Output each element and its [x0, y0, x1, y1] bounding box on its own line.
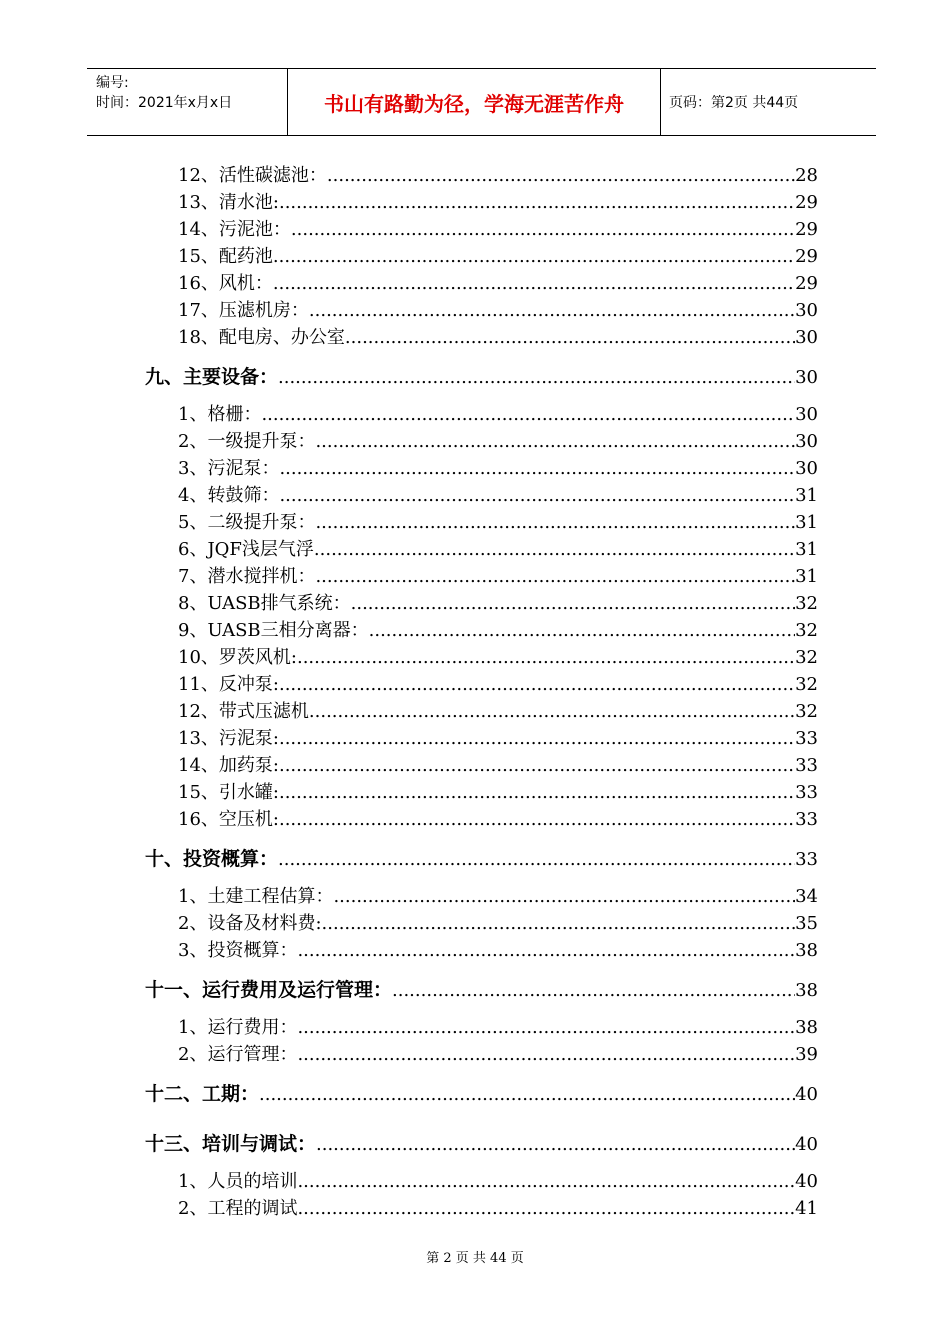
toc-entry-page: 29 — [795, 273, 818, 294]
toc-entry[interactable] — [178, 323, 818, 349]
toc-entry-page: 31 — [795, 485, 818, 506]
toc-entry-title: 13、污泥泵: — [178, 728, 279, 749]
toc-section[interactable] — [145, 844, 818, 871]
toc-entry[interactable] — [178, 1194, 818, 1220]
toc-entry-title: 6、JQF浅层气浮 — [178, 539, 314, 560]
toc-entry-page: 34 — [795, 886, 818, 907]
toc-entry[interactable] — [178, 242, 818, 268]
toc-entry[interactable] — [178, 1167, 818, 1193]
toc-leader — [309, 300, 795, 321]
toc-entry-page: 31 — [795, 512, 818, 533]
toc-entry-page: 32 — [795, 647, 818, 668]
toc-leader — [278, 367, 795, 388]
toc-leader — [279, 192, 795, 213]
toc-leader — [297, 1044, 795, 1065]
toc-entry-page: 33 — [795, 755, 818, 776]
toc-entry[interactable] — [178, 400, 818, 426]
toc-entry-title: 16、空压机: — [178, 809, 279, 830]
toc-entry-page: 29 — [795, 192, 818, 213]
toc-section-title: 十一、运行费用及运行管理： — [145, 979, 393, 1001]
toc-entry-page: 29 — [795, 246, 818, 267]
toc-section-page: 38 — [795, 980, 818, 1001]
toc-entry-page: 39 — [795, 1044, 818, 1065]
page-header — [87, 68, 876, 136]
toc-leader — [279, 782, 795, 803]
toc-leader — [369, 620, 795, 641]
toc-leader — [273, 273, 795, 294]
toc-entry[interactable] — [178, 1040, 818, 1066]
toc-entry-page: 32 — [795, 593, 818, 614]
toc-entry-title: 7、潜水搅拌机： — [178, 566, 316, 587]
toc-entry-title: 9、UASB三相分离器： — [178, 620, 369, 641]
toc-entry[interactable] — [178, 724, 818, 750]
toc-entry-title: 18、配电房、办公室 — [178, 327, 345, 348]
toc-entry-title: 1、运行费用： — [178, 1017, 298, 1038]
toc-leader — [279, 674, 795, 695]
toc-entry[interactable] — [178, 535, 818, 561]
toc-section-title: 十、投资概算： — [145, 848, 279, 870]
toc-leader — [314, 539, 795, 560]
toc-leader — [291, 219, 795, 240]
toc-entry-page: 38 — [795, 1017, 818, 1038]
toc-entry-page: 40 — [795, 1171, 818, 1192]
toc-entry-title: 1、人员的培训 — [178, 1171, 298, 1192]
toc-entry[interactable] — [178, 1013, 818, 1039]
toc-leader — [273, 246, 795, 267]
toc-entry[interactable] — [178, 269, 818, 295]
toc-section[interactable] — [145, 975, 818, 1002]
toc-entry-page: 32 — [795, 701, 818, 722]
toc-entry-title: 5、二级提升泵： — [178, 512, 316, 533]
header-page-info: 页码：第2页 共44页 — [669, 95, 799, 111]
toc-entry-title: 3、污泥泵： — [178, 458, 280, 479]
page-footer: 第 2 页 共 44 页 — [426, 1251, 524, 1266]
toc-entry[interactable] — [178, 296, 818, 322]
toc-entry-title: 2、一级提升泵： — [178, 431, 316, 452]
toc-leader — [309, 701, 795, 722]
toc-leader — [279, 728, 795, 749]
toc-entry-page: 30 — [795, 327, 818, 348]
header-number-label: 编号: — [96, 75, 129, 91]
toc-entry[interactable] — [178, 481, 818, 507]
toc-leader — [315, 512, 795, 533]
toc-entry[interactable] — [178, 188, 818, 214]
toc-entry-page: 31 — [795, 539, 818, 560]
toc-leader — [315, 431, 795, 452]
toc-entry[interactable] — [178, 589, 818, 615]
toc-entry-title: 14、污泥池： — [178, 219, 291, 240]
toc-section-page: 30 — [795, 367, 818, 388]
toc-leader — [259, 1084, 795, 1105]
header-motto: 书山有路勤为径，学海无涯苦作舟 — [287, 69, 661, 135]
toc-entry-page: 30 — [795, 458, 818, 479]
toc-section-page: 40 — [795, 1084, 818, 1105]
toc-leader — [297, 1171, 795, 1192]
toc-entry-page: 31 — [795, 566, 818, 587]
toc-entry-title: 17、压滤机房： — [178, 300, 309, 321]
toc-section[interactable] — [145, 1079, 818, 1106]
toc-entry-title: 2、运行管理： — [178, 1044, 298, 1065]
toc-leader — [392, 980, 795, 1001]
toc-leader — [333, 886, 795, 907]
toc-leader — [345, 327, 795, 348]
toc-entry-title: 11、反冲泵: — [178, 674, 279, 695]
toc-entry-title: 16、风机： — [178, 273, 273, 294]
toc-entry-title: 13、清水池: — [178, 192, 279, 213]
toc-leader — [261, 404, 795, 425]
toc-entry-title: 15、配药池 — [178, 246, 273, 267]
toc-entry-page: 41 — [795, 1198, 818, 1219]
toc-entry-title: 4、转鼓筛： — [178, 485, 280, 506]
toc-section-title: 十三、培训与调试： — [145, 1133, 317, 1155]
toc-leader — [351, 593, 795, 614]
toc-leader — [279, 809, 795, 830]
toc-leader — [279, 755, 795, 776]
toc-leader — [297, 940, 795, 961]
toc-entry-title: 12、活性碳滤池： — [178, 165, 327, 186]
toc-leader — [279, 485, 795, 506]
toc-leader — [278, 849, 795, 870]
toc-entry-page: 35 — [795, 913, 818, 934]
toc-entry[interactable] — [178, 562, 818, 588]
toc-entry[interactable] — [178, 805, 818, 831]
toc-entry-title: 3、投资概算： — [178, 940, 298, 961]
toc-entry-title: 12、带式压滤机 — [178, 701, 309, 722]
toc-leader — [315, 566, 795, 587]
toc-entry-page: 29 — [795, 219, 818, 240]
toc-entry-page: 33 — [795, 728, 818, 749]
toc-section[interactable] — [145, 362, 818, 389]
toc-entry-page: 38 — [795, 940, 818, 961]
toc-entry-title: 8、UASB排气系统： — [178, 593, 351, 614]
toc-entry[interactable] — [178, 751, 818, 777]
toc-entry-title: 2、工程的调试 — [178, 1198, 298, 1219]
toc-entry[interactable] — [178, 454, 818, 480]
toc-entry-page: 33 — [795, 809, 818, 830]
toc-entry[interactable] — [178, 882, 818, 908]
toc-entry-page: 32 — [795, 674, 818, 695]
toc-entry-title: 10、罗茨风机: — [178, 647, 297, 668]
toc-entry-page: 30 — [795, 404, 818, 425]
header-meta — [87, 69, 287, 135]
toc-section-page: 40 — [795, 1134, 818, 1155]
toc-entry-title: 15、引水罐: — [178, 782, 279, 803]
toc-entry[interactable] — [178, 697, 818, 723]
toc-entry-title: 14、加药泵: — [178, 755, 279, 776]
toc-leader — [297, 1198, 795, 1219]
toc-entry-page: 30 — [795, 300, 818, 321]
toc-entry[interactable] — [178, 936, 818, 962]
toc-entry[interactable] — [178, 670, 818, 696]
toc-entry[interactable] — [178, 508, 818, 534]
toc-entry-page: 33 — [795, 782, 818, 803]
toc-entry-title: 2、设备及材料费: — [178, 913, 322, 934]
header-time-label: 时间：2021年x月x日 — [96, 95, 233, 111]
toc-entry[interactable] — [178, 427, 818, 453]
toc-section-page: 33 — [795, 849, 818, 870]
toc-leader — [316, 1134, 795, 1155]
toc-leader — [327, 165, 795, 186]
toc-leader — [297, 1017, 795, 1038]
toc-leader — [297, 647, 795, 668]
toc-section-title: 九、主要设备： — [145, 366, 279, 388]
toc-entry[interactable] — [178, 616, 818, 642]
toc-entry[interactable] — [178, 909, 818, 935]
toc-entry[interactable] — [178, 643, 818, 669]
toc-leader — [322, 913, 796, 934]
toc-leader — [279, 458, 795, 479]
toc-entry[interactable] — [178, 215, 818, 241]
toc-entry[interactable] — [178, 161, 818, 187]
toc-entry-page: 32 — [795, 620, 818, 641]
toc-section-title: 十二、工期： — [145, 1083, 260, 1105]
toc-section[interactable] — [145, 1129, 818, 1156]
toc-entry-title: 1、格栅： — [178, 404, 262, 425]
toc-entry-page: 28 — [795, 165, 818, 186]
toc-entry[interactable] — [178, 778, 818, 804]
toc-entry-title: 1、土建工程估算： — [178, 886, 334, 907]
toc-entry-page: 30 — [795, 431, 818, 452]
